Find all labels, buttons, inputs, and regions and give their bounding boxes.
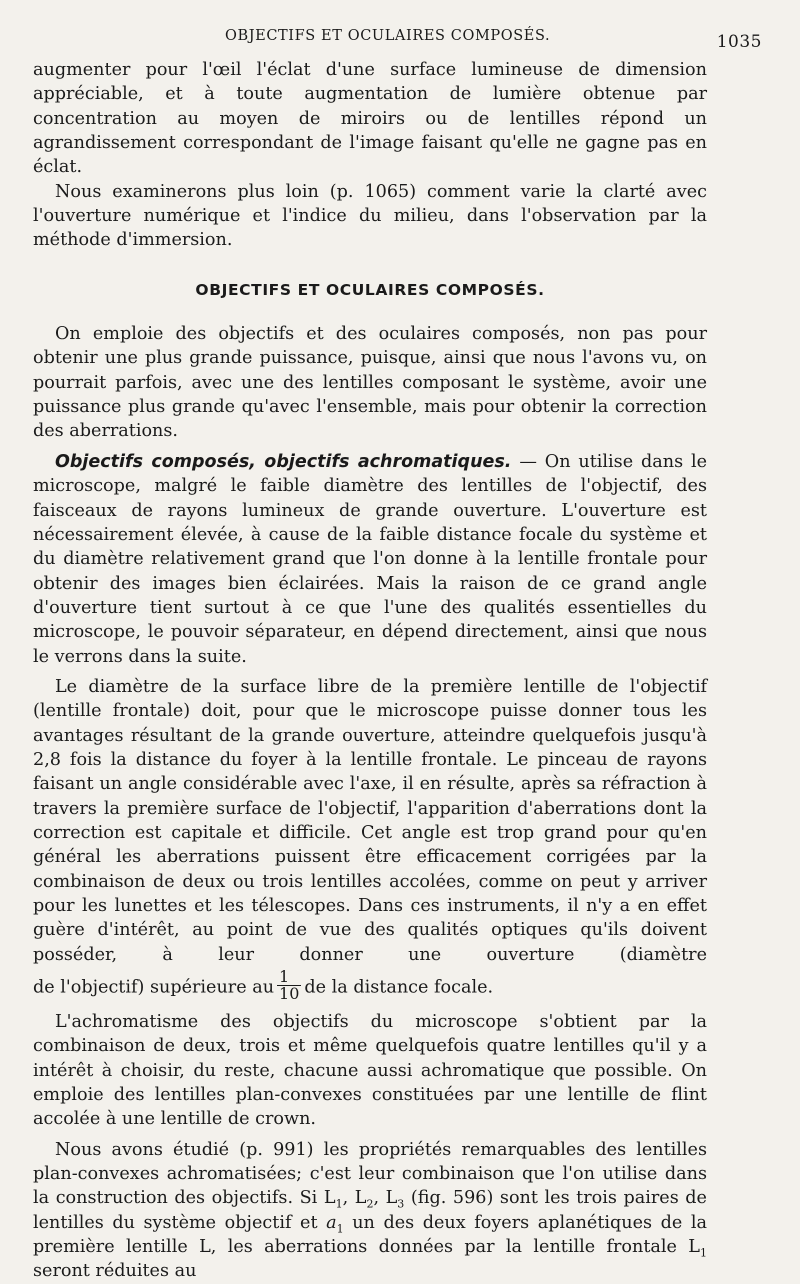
- page-body: [33, 58, 707, 1284]
- fraction-denominator: 10: [279, 984, 300, 1004]
- fraction-trail-text: de la distance focale.: [304, 977, 494, 998]
- running-head: OBJECTIFS ET OCULAIRES COMPOSÉS.: [225, 28, 551, 44]
- fraction-numerator: 1: [277, 969, 301, 986]
- page-number: 1035: [716, 32, 762, 52]
- paragraph-diametre-tail: [33, 967, 707, 1004]
- text-run: un des deux foyers aplanétiques de la première lentille L, les aberrations données par la lentille frontale L: [33, 1212, 708, 1258]
- fraction-lead-text: de l'objectif) supérieure au: [33, 977, 275, 998]
- text-run: Nous avons étudié (p. 991) les propriétés remarquables des lentilles plan-convexes achromatisées; c'est leur combinaison que l'on utilise dans la construction des objectifs. Si L: [33, 1139, 707, 1209]
- subscript: 2: [366, 1197, 374, 1211]
- paragraph-clarte: Nous examinerons plus loin (p. 1065) comment varie la clarté avec l'ouverture numérique et l'indice du milieu, dans l'observation par la méthode d'immersion.: [33, 181, 707, 251]
- fraction-one-tenth: [277, 969, 301, 1002]
- text-run: , L: [342, 1188, 367, 1209]
- subscript: 1: [336, 1222, 344, 1236]
- text-run: , L: [373, 1188, 398, 1209]
- paragraph-lentilles-plan-convexes: [33, 1138, 707, 1284]
- subscript: 3: [397, 1197, 405, 1211]
- variable-a: a: [326, 1212, 337, 1233]
- paragraph-diametre: Le diamètre de la surface libre de la première lentille de l'objectif (lentille frontale) doit, pour que le microscope puisse donner tous les avantages résultant de la grande ouverture, atteindre quelquefois jusqu'à 2,8 fois la distance du foyer à la lentille frontale. Le pinceau de rayons faisant un angle considérable avec l'axe, il en résulte, après sa réfraction à travers la première surface de l'objectif, l'apparition d'aberrations dont la correction est capitale et difficile. Cet angle est trop grand pour qu'en général les aberrations puissent être efficacement corrigées par la combinaison de deux ou trois lentilles accolées, comme on peut y arriver pour les lunettes et les télescopes. Dans ces instruments, il n'y a en effet guère d'intérêt, au point de vue des qualités optiques qu'ils doivent posséder, à leur donner une ouverture (diamètre: [33, 676, 707, 965]
- paragraph-objectifs-body: — On utilise dans le microscope, malgré le faible diamètre des lentilles de l'objectif, des faisceaux de rayons lumineux de grande ouverture. L'ouverture est nécessairement élevée, à cause de la faible distance focale du système et du diamètre relativement grand que l'on donne à la lentille frontale pour obtenir des images bien éclairées. Mais la raison de ce grand angle d'ouverture tient surtout à ce que l'une des qualités essentielles du microscope, le pouvoir séparateur, en dépend directement, ainsi que nous le verrons dans la suite.: [33, 451, 708, 667]
- text-run: (fig. 596) sont les trois paires de lentilles du système objectif et: [33, 1188, 707, 1233]
- paragraph-composes-intro: On emploie des objectifs et des oculaires composés, non pas pour obtenir une plus grande puissance, puisque, ainsi que nous l'avons vu, on pourrait parfois, avec une des lentilles composant le système, avoir une puissance plus grande qu'avec l'ensemble, mais pour obtenir la correction des aberrations.: [33, 324, 707, 442]
- subscript: 1: [335, 1197, 343, 1211]
- section-heading: OBJECTIFS ET OCULAIRES COMPOSÉS.: [195, 280, 545, 299]
- subscript: 1: [700, 1246, 707, 1260]
- page-header: [0, 22, 800, 52]
- paragraph-objectifs-achromatiques: [33, 450, 707, 669]
- paragraph-continuation: augmenter pour l'œil l'éclat d'une surface lumineuse de dimension appréciable, et à toute augmentation de lumière obtenue par concentration au moyen de miroirs ou de lentilles répond un agrandissement correspondant de l'image faisant qu'elle ne gagne pas en éclat.: [33, 60, 707, 178]
- text-run: seront réduites au: [33, 1261, 197, 1282]
- paragraph-achromatisme: L'achromatisme des objectifs du microscope s'obtient par la combinaison de deux, trois et même quelquefois quatre lentilles qu'il y a intérêt à choisir, du reste, chacune aussi achromatique que possible. On emploie des lentilles plan-convexes constituées par une lentille de flint accolée à une lentille de crown.: [33, 1012, 707, 1130]
- run-in-title: Objectifs composés, objectifs achromatiques.: [55, 451, 512, 472]
